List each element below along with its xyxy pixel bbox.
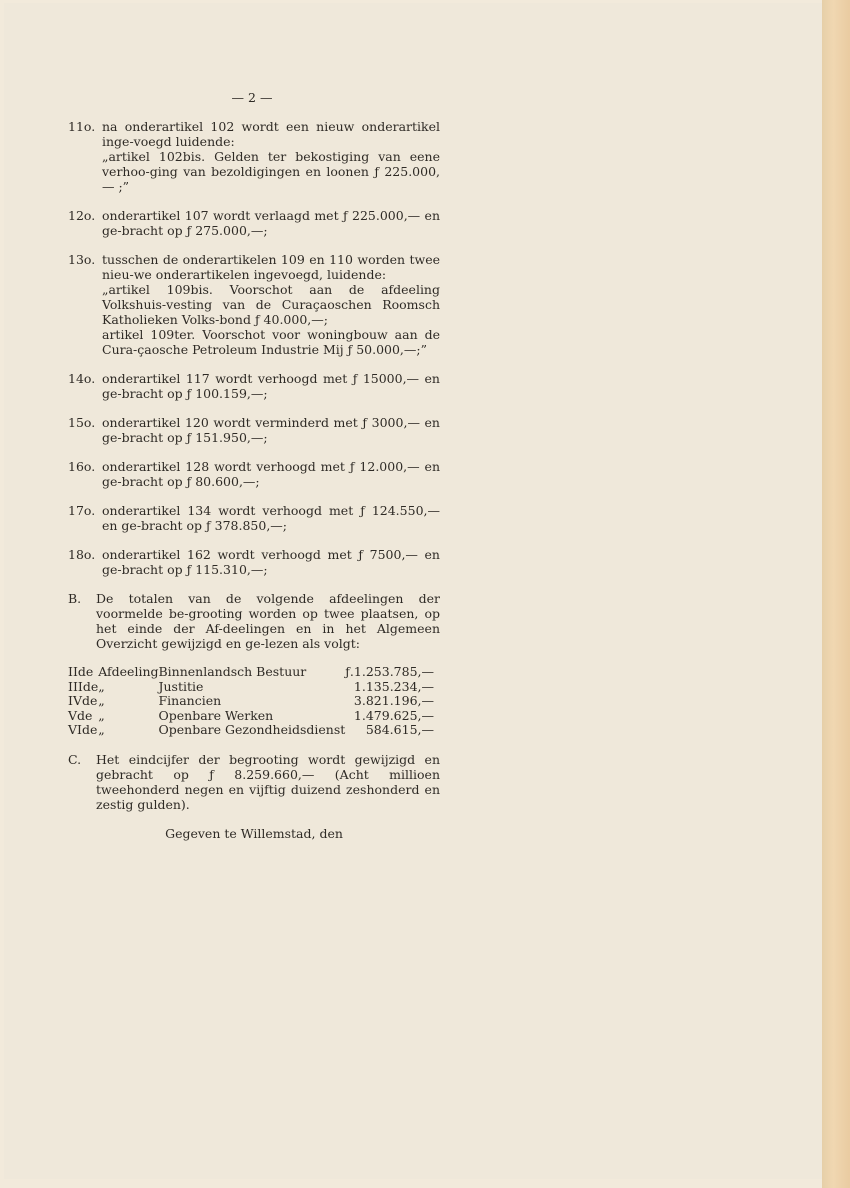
totals-amount: 1.479.625,— bbox=[353, 707, 434, 723]
article-line: „artikel 102bis. Gelden ter bekostiging van eene verhoo-ging van bezoldigingen en loonen ƒ 225.000,— ;” bbox=[102, 149, 440, 194]
totals-rank: VIde bbox=[68, 722, 98, 737]
totals-name: Openbare Gezondheidsdienst bbox=[158, 722, 346, 737]
totals-label: „ bbox=[98, 678, 105, 694]
article-line: onderartikel 128 wordt verhoogd met ƒ 12.000,— en ge-bracht op ƒ 80.600,—; bbox=[102, 459, 440, 489]
article-line: artikel 109ter. Voorschot voor woningbouw aan de Cura-çaosche Petroleum Industrie Mij ƒ 50.000,—;” bbox=[102, 327, 440, 357]
totals-label: „ bbox=[98, 722, 105, 737]
section-c bbox=[68, 752, 440, 812]
article-item bbox=[68, 547, 440, 577]
totals-label: „ bbox=[98, 707, 105, 723]
article-number: 14o. bbox=[68, 371, 96, 386]
article-number: 18o. bbox=[68, 547, 96, 562]
article-body bbox=[102, 371, 440, 401]
article-line: onderartikel 134 wordt verhoogd met ƒ 124.550,— en ge-bracht op ƒ 378.850,—; bbox=[102, 503, 440, 533]
totals-rank: Vde bbox=[68, 707, 93, 723]
totals-name: Justitie bbox=[158, 678, 204, 694]
article-item bbox=[68, 208, 440, 238]
article-item bbox=[68, 371, 440, 401]
totals-label: „ bbox=[98, 693, 105, 708]
totals-amount: 1.253.785,— bbox=[353, 664, 434, 679]
article-line: na onderartikel 102 wordt een nieuw onderartikel inge-voegd luidende: bbox=[102, 119, 440, 149]
totals-table bbox=[68, 665, 434, 738]
article-line: tusschen de onderartikelen 109 en 110 worden twee nieu-we onderartikelen ingevoegd, luidende: bbox=[102, 252, 440, 282]
article-line: onderartikel 107 wordt verlaagd met ƒ 225.000,— en ge-bracht op ƒ 275.000,—; bbox=[102, 208, 440, 238]
totals-name: Financien bbox=[158, 693, 222, 708]
article-number: 11o. bbox=[68, 119, 96, 134]
article-body bbox=[102, 459, 440, 489]
section-b-text: De totalen van de volgende afdeelingen der voormelde be-grooting worden op twee plaatsen, op het einde der Af-deelingen en in het Algemeen Overzicht gewijzigd en ge-lezen als volgt: bbox=[96, 591, 440, 651]
article-body bbox=[102, 208, 440, 238]
totals-label: Afdeeling bbox=[98, 664, 159, 679]
article-line: onderartikel 162 wordt verhoogd met ƒ 7500,— en ge-bracht op ƒ 115.310,—; bbox=[102, 547, 440, 577]
article-line: „artikel 109bis. Voorschot aan de afdeeling Volkshuis-vesting van de Curaçaoschen Roomsch Katholieken Volks-bond ƒ 40.000,—; bbox=[102, 282, 440, 327]
article-body bbox=[102, 252, 440, 357]
article-item bbox=[68, 415, 440, 445]
totals-row bbox=[68, 723, 434, 738]
article-line: onderartikel 120 wordt verminderd met ƒ 3000,— en ge-bracht op ƒ 151.950,—; bbox=[102, 415, 440, 445]
article-number: 13o. bbox=[68, 252, 96, 267]
totals-amount: 584.615,— bbox=[365, 722, 434, 737]
article-number: 12o. bbox=[68, 208, 96, 223]
totals-amount: 1.135.234,— bbox=[353, 678, 434, 694]
totals-currency bbox=[345, 709, 354, 724]
article-body bbox=[102, 547, 440, 577]
section-b bbox=[68, 591, 440, 651]
totals-currency bbox=[345, 694, 354, 709]
section-c-number: C. bbox=[68, 751, 82, 767]
totals-rank: IVde bbox=[68, 693, 98, 708]
signoff: Gegeven te Willemstad, den bbox=[165, 825, 343, 841]
article-number: 15o. bbox=[68, 415, 96, 430]
paper-edge bbox=[822, 0, 850, 1188]
article-item bbox=[68, 119, 440, 194]
section-b-number: B. bbox=[68, 591, 82, 606]
totals-rank: IIde bbox=[68, 664, 94, 679]
article-list bbox=[68, 119, 440, 577]
article-number: 16o. bbox=[68, 459, 96, 474]
article-body bbox=[102, 415, 440, 445]
totals-amount: 3.821.196,— bbox=[353, 693, 434, 708]
totals-row bbox=[68, 709, 434, 724]
totals-row bbox=[68, 694, 434, 709]
article-line: onderartikel 117 wordt verhoogd met ƒ 15000,— en ge-bracht op ƒ 100.159,—; bbox=[102, 371, 440, 401]
article-item bbox=[68, 503, 440, 533]
totals-currency: ƒ. bbox=[345, 664, 354, 679]
totals-name: Binnenlandsch Bestuur bbox=[158, 664, 307, 679]
totals-currency bbox=[345, 723, 354, 738]
article-number: 17o. bbox=[68, 503, 96, 518]
totals-name: Openbare Werken bbox=[158, 707, 274, 723]
article-body bbox=[102, 119, 440, 194]
section-c-text: Het eindcijfer der begrooting wordt gewijzigd en gebracht op ƒ 8.259.660,— (Acht millioen tweehonderd negen en vijftig duizend zeshonderd en zestig gulden). bbox=[96, 751, 440, 812]
page-number: — 2 — bbox=[231, 90, 273, 105]
totals-row bbox=[68, 680, 434, 695]
totals-rank: IIIde bbox=[68, 678, 99, 694]
article-item bbox=[68, 252, 440, 357]
totals-row bbox=[68, 665, 434, 680]
article-body bbox=[102, 503, 440, 533]
article-item bbox=[68, 459, 440, 489]
totals-currency bbox=[345, 680, 354, 695]
document-body bbox=[68, 90, 440, 841]
